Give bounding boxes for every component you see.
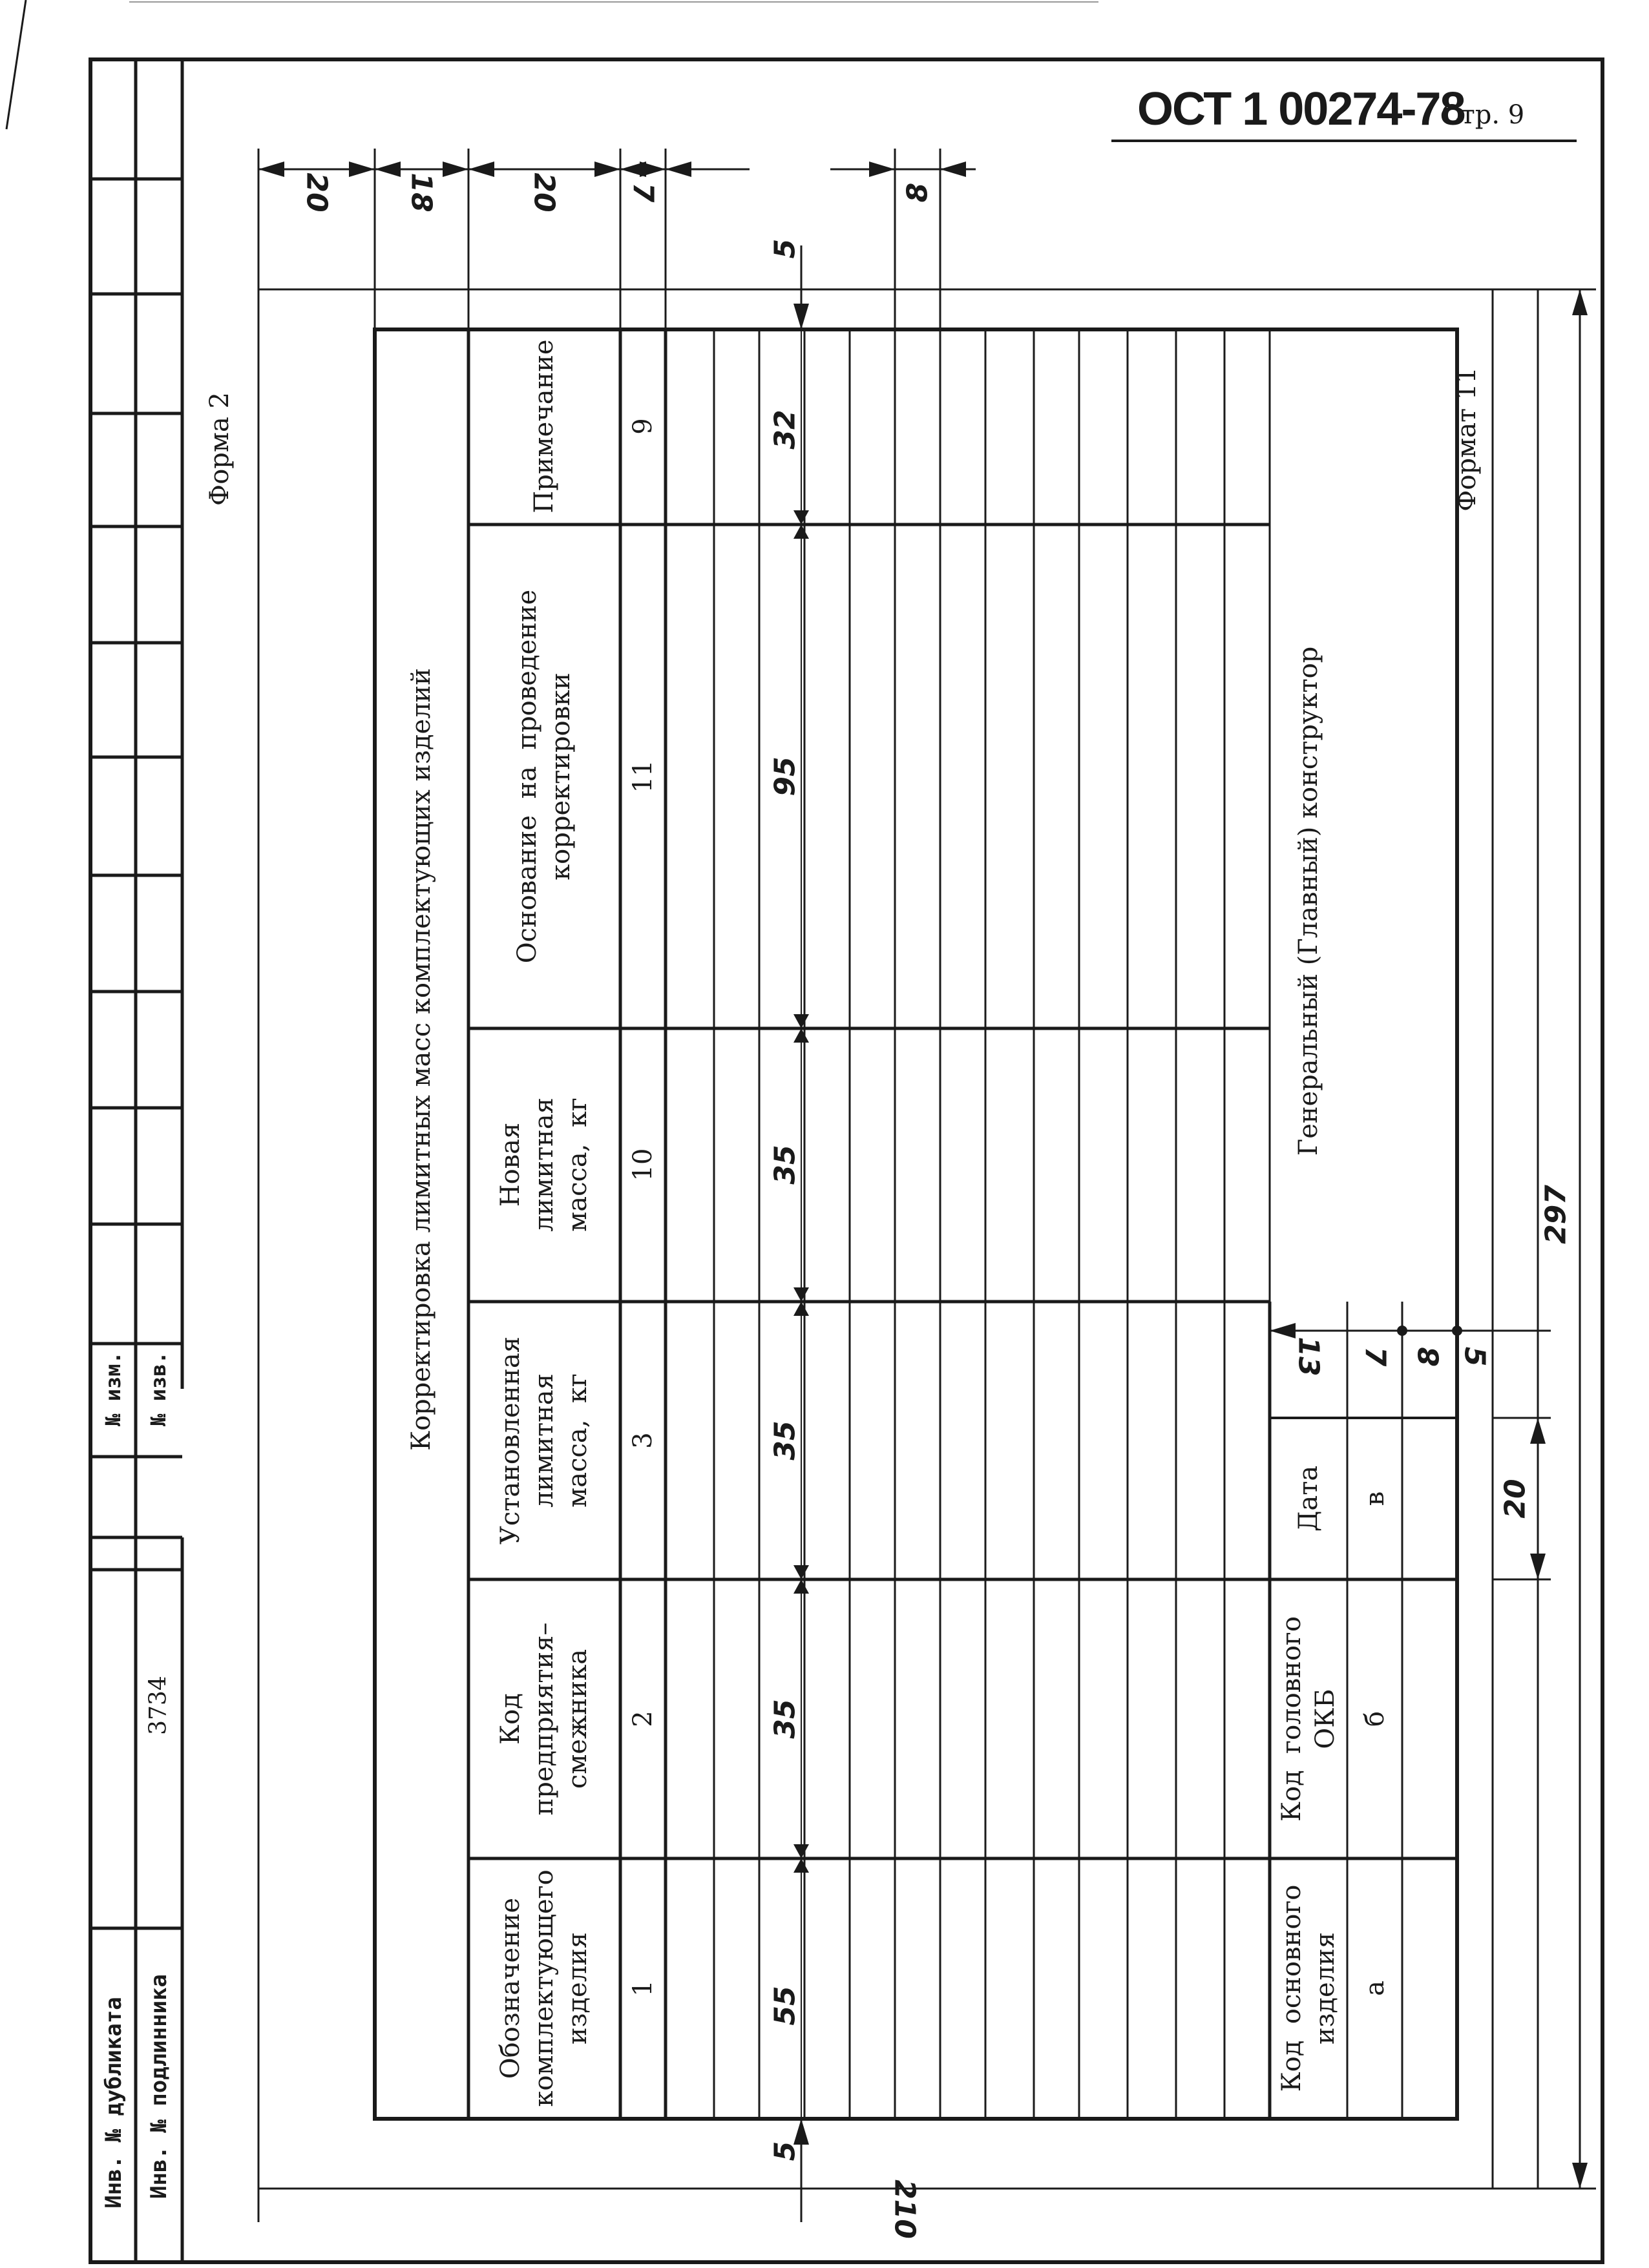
form-label: Форма 2 bbox=[205, 391, 235, 506]
footer-cell-b: Код головного ОКБ bbox=[1277, 1616, 1340, 1822]
dim-col-3: 35 bbox=[768, 1420, 802, 1461]
dim-col-10: 35 bbox=[768, 1145, 802, 1185]
inv-orig-value: 3734 bbox=[145, 1676, 172, 1735]
dim-col-11: 95 bbox=[768, 756, 802, 796]
col-num-11: 11 bbox=[628, 760, 658, 793]
col-header-10: Новая лимитная масса, кг bbox=[496, 1098, 593, 1232]
dim-top-margin: 5 bbox=[768, 238, 802, 259]
footer-cell-a: Код основного изделия bbox=[1277, 1884, 1340, 2092]
inv-orig-label: Инв. № подлинника bbox=[145, 1974, 172, 2199]
dim-total-height: 297 bbox=[1539, 1185, 1573, 1244]
col-header-2: Код предприятия– смежника bbox=[496, 1622, 593, 1816]
col-num-9: 9 bbox=[628, 418, 658, 435]
dim-top-18: 18 bbox=[404, 172, 438, 213]
col-header-3: Установленная лимитная масса, кг bbox=[496, 1336, 593, 1545]
col-num-2: 2 bbox=[628, 1711, 658, 1727]
dim-top-20b: 20 bbox=[527, 172, 561, 213]
dim-foot-13: 13 bbox=[1292, 1337, 1325, 1377]
footer-letter-a: а bbox=[1360, 1981, 1390, 1996]
izm-label: № изм. bbox=[101, 1351, 126, 1426]
col-header-11: Основание на проведение корректировки bbox=[512, 589, 576, 964]
col-header-9: Примечание bbox=[529, 339, 559, 514]
dim-col-9: 32 bbox=[768, 410, 802, 450]
dim-foot-7: 7 bbox=[1358, 1346, 1392, 1367]
dim-col-2: 35 bbox=[768, 1699, 802, 1739]
col-num-1: 1 bbox=[628, 1980, 658, 1997]
dim-foot-5: 5 bbox=[1458, 1346, 1491, 1367]
dim-total-width: 210 bbox=[888, 2180, 921, 2239]
dim-top-20a: 20 bbox=[300, 172, 333, 213]
table-title: Корректировка лимитных масс комплектующих изделий bbox=[406, 668, 436, 1451]
dim-foot-8: 8 bbox=[1413, 1346, 1446, 1367]
dim-col-1: 55 bbox=[768, 1986, 802, 2026]
col-num-3: 3 bbox=[628, 1432, 658, 1449]
page-label: Стр. 9 bbox=[1441, 100, 1525, 130]
col-num-10: 10 bbox=[628, 1148, 658, 1181]
col-header-1: Обозначение комплектующего изделия bbox=[496, 1869, 593, 2107]
dim-top-8: 8 bbox=[901, 182, 934, 203]
dim-top-7: 7 bbox=[626, 182, 660, 203]
signature-label: Генеральный (Главный) конструктор bbox=[1294, 646, 1323, 1156]
format-label: Формат 11 bbox=[1452, 367, 1482, 512]
footer-letter-v: в bbox=[1360, 1491, 1390, 1506]
dim-date-width: 20 bbox=[1498, 1479, 1532, 1519]
footer-cell-v: Дата bbox=[1294, 1465, 1323, 1532]
dim-bottom-margin: 5 bbox=[768, 2141, 802, 2161]
inv-dup-label: Инв. № дубликата bbox=[100, 1997, 127, 2209]
footer-letter-b: б bbox=[1360, 1711, 1390, 1727]
doc-number: ОСТ 1 00274-78 bbox=[1137, 83, 1465, 135]
izv-label: № изв. bbox=[146, 1351, 171, 1426]
